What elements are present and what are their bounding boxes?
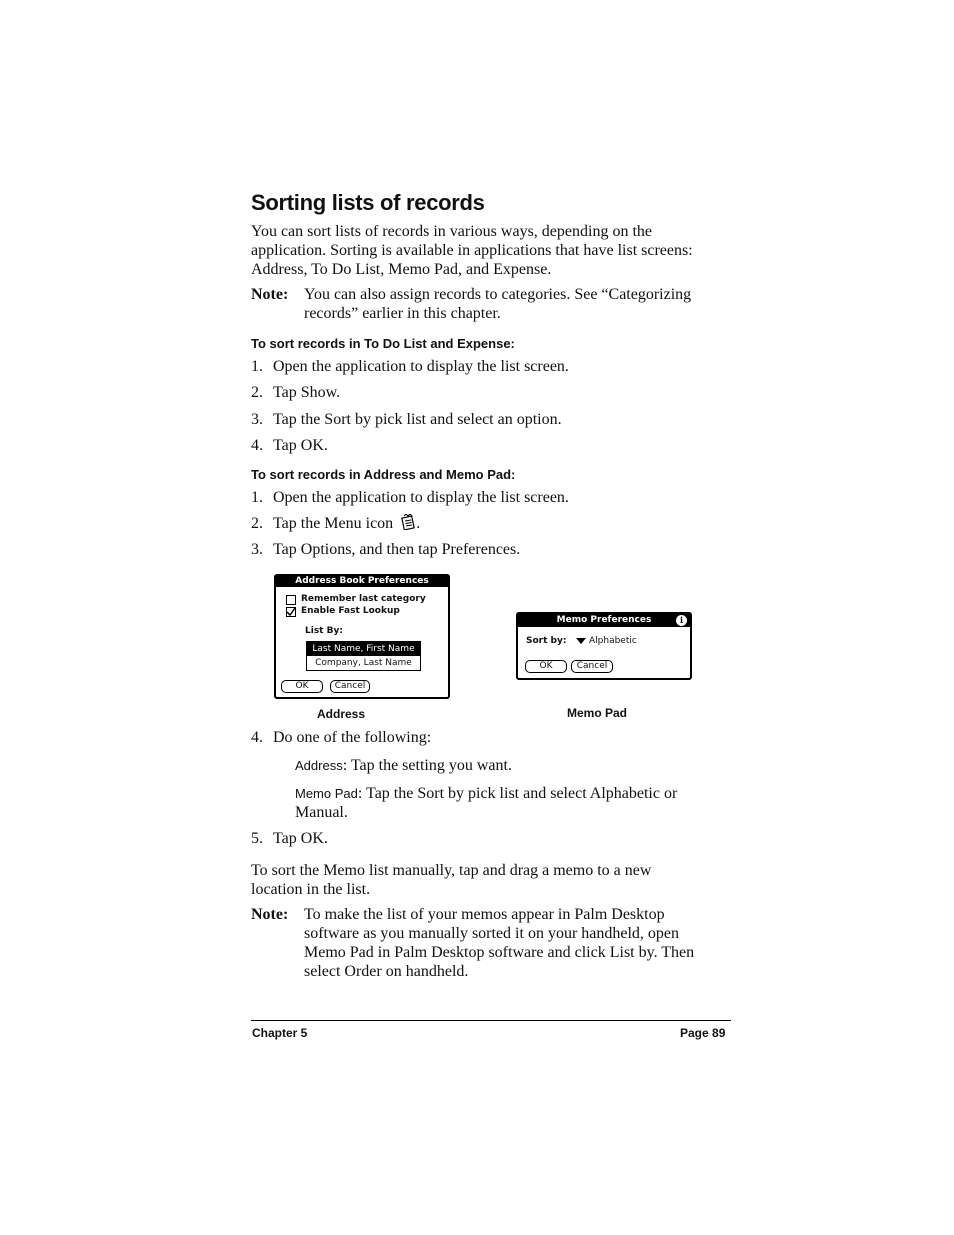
- step-text: Tap Options, and then tap Preferences.: [273, 541, 521, 558]
- paragraph-line: To sort the Memo list manually, tap and drag a memo to a new: [251, 862, 652, 879]
- step-text: Do one of the following:: [273, 729, 432, 746]
- note-text: [304, 285, 691, 323]
- footer-chapter: Chapter 5: [252, 1026, 308, 1040]
- note-line: Memo Pad in Palm Desktop software and click List by. Then: [304, 944, 695, 961]
- list-by-options: [306, 641, 421, 671]
- note-line: records” earlier in this chapter.: [304, 305, 501, 322]
- note-label: Note:: [251, 906, 289, 923]
- checkbox-label: Enable Fast Lookup: [301, 606, 400, 616]
- sub-item-text: : Tap the setting you want.: [342, 757, 512, 774]
- figure-caption: Address: [317, 707, 366, 721]
- checkmark-icon: [286, 607, 296, 617]
- menu-icon: [400, 514, 416, 530]
- remember-category-checkbox[interactable]: [286, 595, 296, 605]
- dialog-title: [518, 614, 690, 627]
- intro-line: You can sort lists of records in various ways, depending on the: [251, 223, 652, 240]
- manual-sort-paragraph: [251, 861, 651, 899]
- step-text: Open the application to display the list screen.: [273, 358, 569, 375]
- option-last-first[interactable]: Last Name, First Name: [307, 642, 420, 656]
- note-line: software as you manually sorted it on your handheld, open: [304, 925, 680, 942]
- step-number: 3.: [251, 541, 263, 558]
- step-number: 1.: [251, 358, 263, 375]
- step-text: Tap the Sort by pick list and select an option.: [273, 411, 562, 428]
- address-preferences-dialog: [274, 574, 450, 699]
- sub-item-memo: [295, 784, 677, 822]
- intro-line: Address, To Do List, Memo Pad, and Expense.: [251, 261, 552, 278]
- step-text-main: Tap the Menu icon: [273, 515, 394, 532]
- step-number: 1.: [251, 489, 263, 506]
- note-line: You can also assign records to categories. See “Categorizing: [304, 286, 692, 303]
- list-by-label: List By:: [305, 626, 343, 636]
- step-number: 3.: [251, 411, 263, 428]
- sub-item-text: : Tap the Sort by pick list and select Alphabetic or: [357, 785, 678, 802]
- info-icon[interactable]: i: [676, 615, 687, 626]
- step-text: Open the application to display the list screen.: [273, 489, 569, 506]
- intro-line: application. Sorting is available in applications that have list screens:: [251, 242, 693, 259]
- sub-item-address: [295, 756, 512, 775]
- dialog-title-text: Memo Preferences: [556, 615, 652, 625]
- page-title: Sorting lists of records: [251, 190, 485, 215]
- step-text: [273, 514, 420, 533]
- figure-caption: Memo Pad: [567, 706, 628, 720]
- dialog-title: Address Book Preferences: [276, 576, 448, 587]
- step-number: 2.: [251, 515, 263, 532]
- step-text: Tap OK.: [273, 437, 328, 454]
- step-text: Tap OK.: [273, 830, 328, 847]
- cancel-button[interactable]: Cancel: [571, 660, 613, 673]
- paragraph-line: location in the list.: [251, 881, 371, 898]
- ok-button[interactable]: OK: [525, 660, 567, 673]
- sub-item-label: Address: [295, 758, 343, 773]
- step-number: 5.: [251, 830, 263, 847]
- fast-lookup-checkbox[interactable]: [286, 607, 296, 617]
- note-text: [304, 905, 694, 981]
- sort-by-value: Alphabetic: [589, 636, 637, 646]
- note-line: select Order on handheld.: [304, 963, 469, 980]
- section-heading-address: To sort records in Address and Memo Pad:: [251, 467, 516, 482]
- section-heading-todo: To sort records in To Do List and Expense:: [251, 336, 515, 351]
- step-number: 2.: [251, 384, 263, 401]
- triangle-down-icon: [576, 638, 586, 646]
- footer-divider: [251, 1020, 731, 1021]
- option-company-last[interactable]: Company, Last Name: [315, 658, 412, 668]
- ok-button[interactable]: OK: [281, 680, 323, 693]
- memo-preferences-dialog: [516, 612, 692, 680]
- step-text: Tap Show.: [273, 384, 341, 401]
- sub-item-label: Memo Pad: [295, 786, 358, 801]
- cancel-button[interactable]: Cancel: [330, 680, 370, 693]
- footer-page-number: Page 89: [680, 1026, 726, 1040]
- step-text-after: .: [416, 515, 421, 532]
- step-number: 4.: [251, 437, 263, 454]
- sub-item-text-cont: Manual.: [295, 804, 348, 821]
- sort-by-label: Sort by:: [526, 636, 567, 646]
- step-number: 4.: [251, 729, 263, 746]
- checkbox-label: Remember last category: [301, 594, 426, 604]
- note-label: Note:: [251, 286, 289, 303]
- note-line: To make the list of your memos appear in Palm Desktop: [304, 906, 665, 923]
- intro-paragraph: [251, 222, 693, 279]
